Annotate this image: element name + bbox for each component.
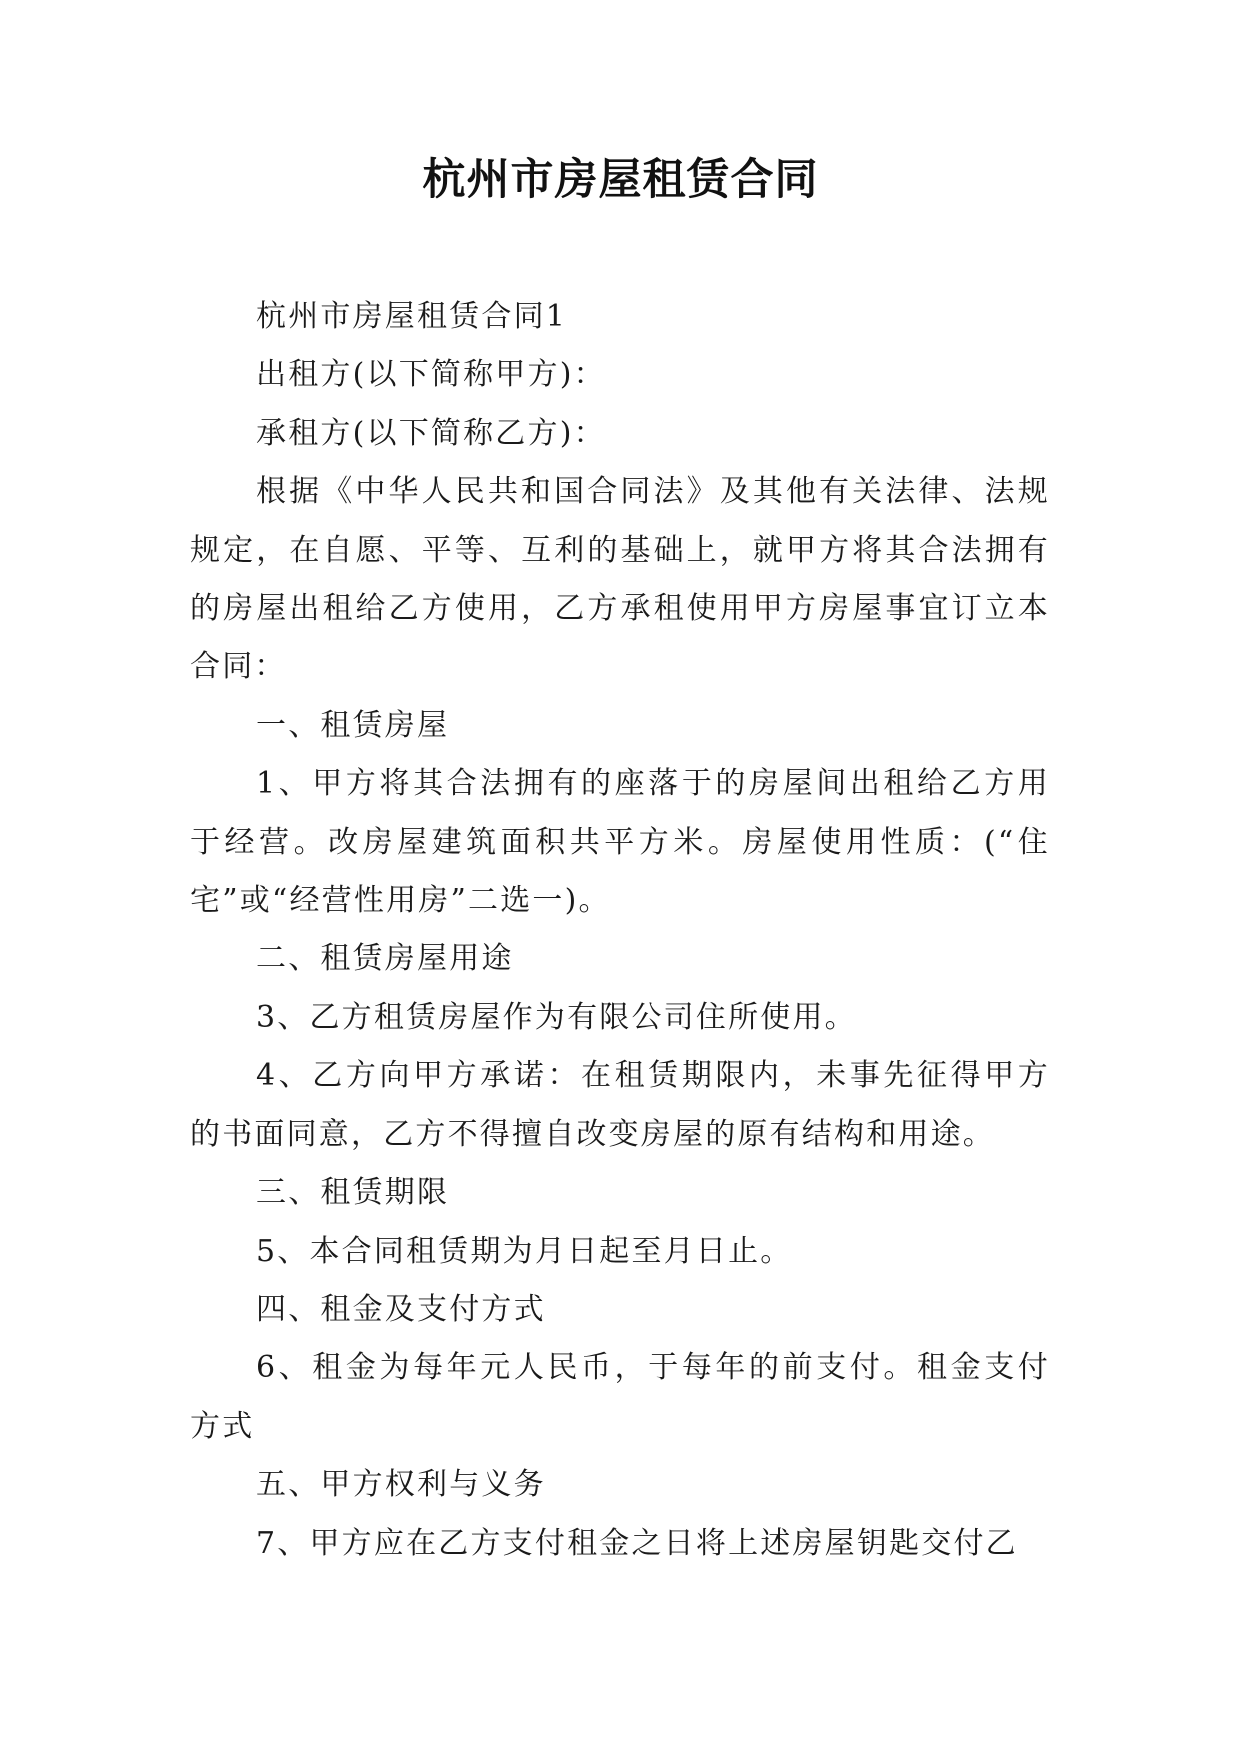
section-heading-3: 三、租赁期限: [256, 1175, 450, 1211]
section-heading-2: 二、租赁房屋用途: [256, 941, 514, 977]
clause-1: 1、甲方将其合法拥有的座落于的房屋间出租给乙方用于经营。改房屋建筑面积共平方米。房屋使用性质：(“住宅”或“经营性用房”二选一)。: [190, 766, 1050, 919]
section-heading-1: 一、租赁房屋: [256, 707, 450, 743]
paragraph-lessor: 出租方(以下简称甲方)：: [256, 357, 606, 393]
clause-6: 6、租金为每年元人民币，于每年的前支付。租金支付方式: [190, 1350, 1050, 1444]
document-title: 杭州市房屋租赁合同: [422, 155, 819, 205]
clause-4: 4、乙方向甲方承诺：在租赁期限内，未事先征得甲方的书面同意，乙方不得擅自改变房屋的原有结构和用途。: [190, 1058, 1050, 1152]
paragraph-preamble: 根据《中华人民共和国合同法》及其他有关法律、法规规定，在自愿、平等、互利的基础上，就甲方将其合法拥有的房屋出租给乙方使用，乙方承租使用甲方房屋事宜订立本合同：: [190, 474, 1050, 685]
section-heading-4: 四、租金及支付方式: [256, 1291, 546, 1327]
clause-7: 7、甲方应在乙方支付租金之日将上述房屋钥匙交付乙: [256, 1525, 1018, 1561]
document-body: [190, 288, 1050, 1573]
clause-5: 5、本合同租赁期为月日起至月日止。: [256, 1233, 793, 1269]
section-heading-5: 五、甲方权利与义务: [256, 1467, 546, 1503]
paragraph-lessee: 承租方(以下简称乙方)：: [256, 415, 606, 451]
clause-3: 3、乙方租赁房屋作为有限公司住所使用。: [256, 999, 857, 1035]
paragraph-subtitle: 杭州市房屋租赁合同1: [256, 299, 568, 334]
